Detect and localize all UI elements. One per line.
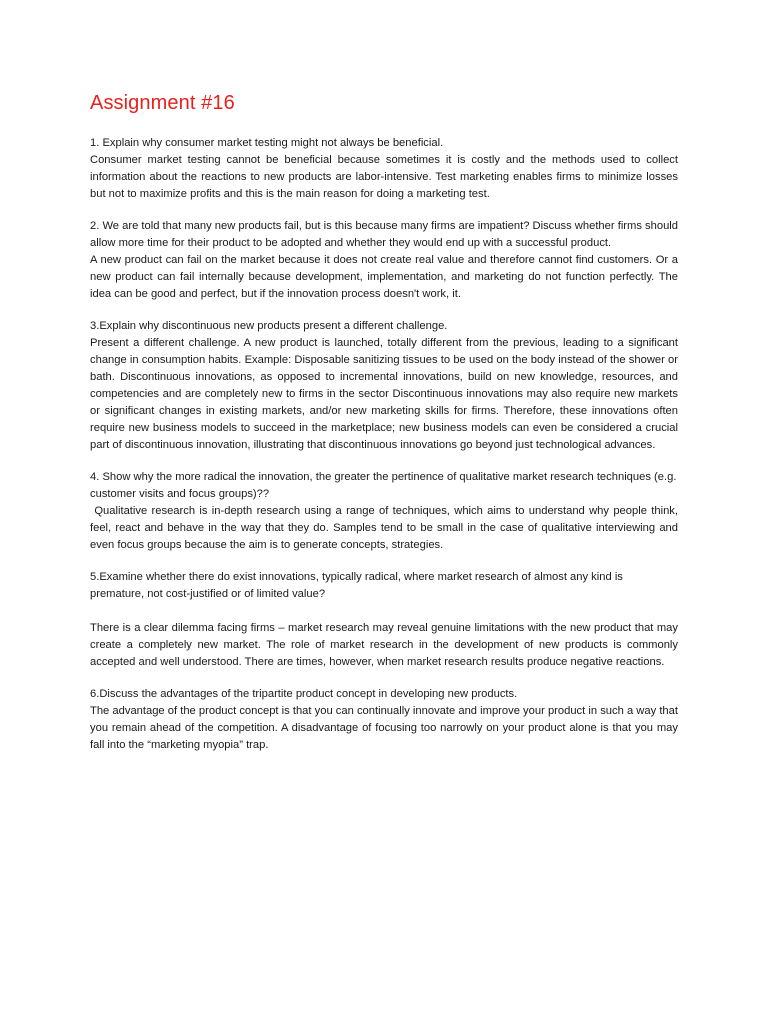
- question-block-5: [90, 569, 678, 671]
- question-4: 4. Show why the more radical the innovation, the greater the pertinence of qualitative market research techniques (e.g. customer visits and focus groups)??: [90, 471, 677, 500]
- question-block-3: [90, 318, 678, 454]
- answer-6: The advantage of the product concept is that you can continually innovate and improve your product in such a way that you remain ahead of the competition. A disadvantage of focusing too narrowly on your product alone is that you may fall into the “marketing myopia” trap.: [90, 705, 678, 751]
- question-block-6: [90, 686, 678, 754]
- document-page: [90, 92, 682, 769]
- question-block-1: [90, 135, 678, 203]
- blank-line: [90, 603, 678, 620]
- answer-4: Qualitative research is in-depth research using a range of techniques, which aims to understand why people think, feel, react and behave in the way that they do. Samples tend to be small in the case of qualitative interviewing and even focus groups because the aim is to generate concepts, strategies.: [90, 505, 682, 551]
- answer-1: Consumer market testing cannot be beneficial because sometimes it is costly and the methods used to collect information about the reactions to new products are labor-intensive. Test marketing enables firms to minimize losses but not to maximize profits and this is the main reason for doing a marketing test.: [90, 154, 678, 200]
- question-5: 5.Examine whether there do exist innovations, typically radical, where market research of almost any kind is premature, not cost-justified or of limited value?: [90, 571, 623, 600]
- question-block-4: [90, 469, 682, 554]
- question-2: 2. We are told that many new products fail, but is this because many firms are impatient? Discuss whether firms should allow more time for their product to be adopted and whether they would end up with a successful product.: [90, 220, 679, 249]
- assignment-title: Assignment #16: [90, 92, 235, 114]
- question-6: 6.Discuss the advantages of the tripartite product concept in developing new products.: [90, 688, 518, 700]
- answer-3: Present a different challenge. A new product is launched, totally different from the previous, leading to a significant change in consumption habits. Example: Disposable sanitizing tissues to be used on the body instead of the shower or bath. Discontinuous innovations, as opposed to incremental innovations, build on new knowledge, resources, and competencies and are completely new to firms in the sector Discontinuous innovations may also require new markets or significant changes in existing markets, and/or new marketing skills for firms. Therefore, these innovations often require new business models to succeed in the marketplace; new business models can even be considered a crucial part of discontinuous innovation, illustrating that discontinuous innovations go beyond just technological advances.: [90, 337, 678, 451]
- question-1: 1. Explain why consumer market testing might not always be beneficial.: [90, 137, 444, 149]
- answer-5: There is a clear dilemma facing firms – market research may reveal genuine limitations with the new product that may create a completely new market. The role of market research in the development of new products is commonly accepted and well understood. There are times, however, when market research results produce negative reactions.: [90, 622, 678, 668]
- question-3: 3.Explain why discontinuous new products present a different challenge.: [90, 320, 448, 332]
- answer-2: A new product can fail on the market because it does not create real value and therefore cannot find customers. Or a new product can fail internally because development, implementation, and marketing do not function perfectly. The idea can be good and perfect, but if the innovation process doesn't work, it.: [90, 254, 678, 300]
- question-block-2: [90, 218, 678, 303]
